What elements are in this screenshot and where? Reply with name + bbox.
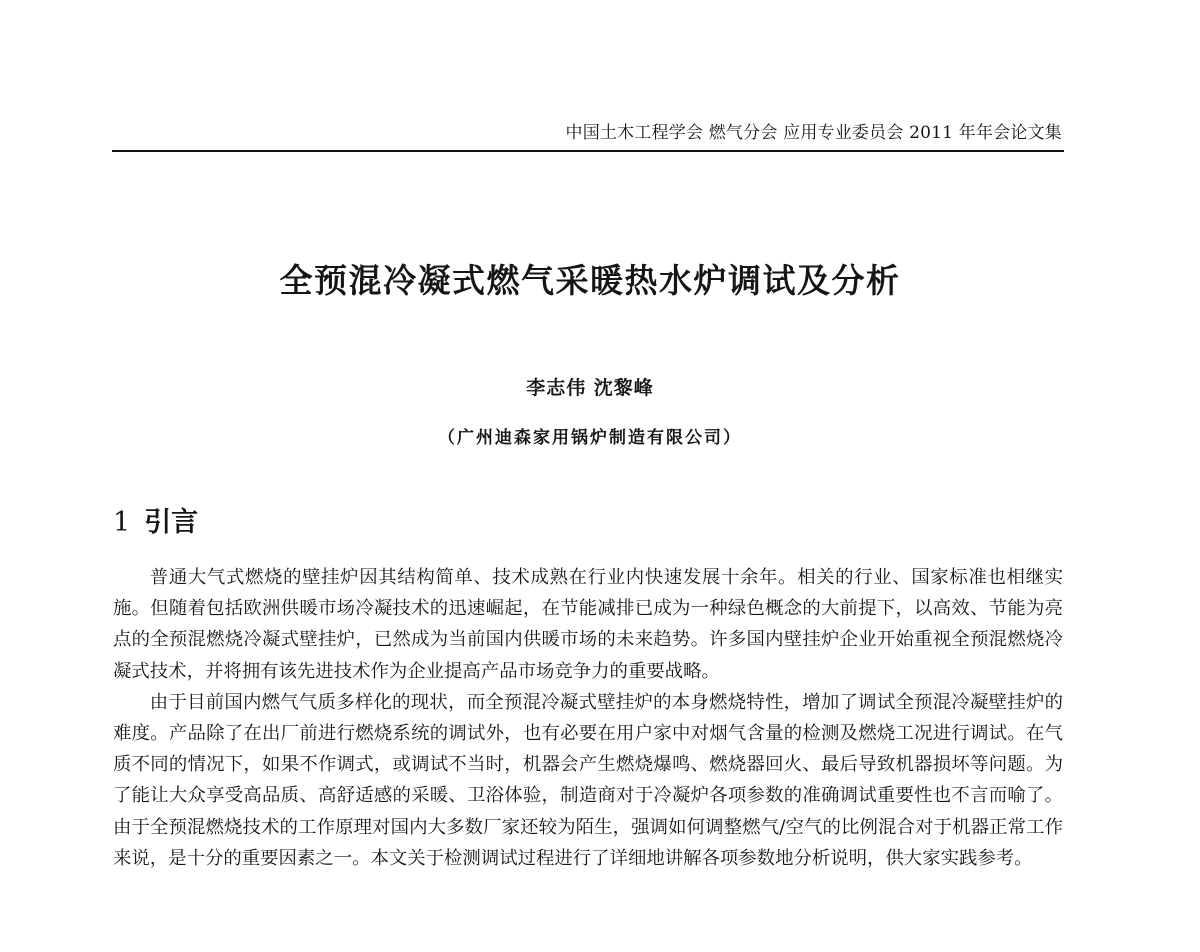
authors: 李志伟 沈黎峰 xyxy=(526,377,654,399)
paragraph-1: 普通大气式燃烧的壁挂炉因其结构简单、技术成熟在行业内快速发展十余年。相关的行业、国家标准也相继实施。但随着包括欧洲供暖市场冷凝技术的迅速崛起，在节能减排已成为一种绿色概念的大前提下，以高效、节能为亮点的全预混燃烧冷凝式壁挂炉，已然成为当前国内供暖市场的未来趋势。许多国内壁挂炉企业开始重视全预混燃烧冷凝式技术，并将拥有该先进技术作为企业提高产品市场竞争力的重要战略。 xyxy=(113,567,1063,682)
header-rule xyxy=(112,150,1064,152)
body-text xyxy=(113,562,1063,874)
section-title: 引言 xyxy=(144,507,199,538)
section-number: 1 xyxy=(113,507,131,538)
affiliation: （广州迪森家用锅炉制造有限公司） xyxy=(438,428,742,448)
section-heading xyxy=(113,503,198,543)
running-header: 中国土木工程学会 燃气分会 应用专业委员会 2011 年年会论文集 xyxy=(565,123,1062,143)
paper-title: 全预混冷凝式燃气采暖热水炉调试及分析 xyxy=(279,261,901,300)
paragraph-2: 由于目前国内燃气气质多样化的现状，而全预混冷凝式壁挂炉的本身燃烧特性，增加了调试全预混冷凝壁挂炉的难度。产品除了在出厂前进行燃烧系统的调试外，也有必要在用户家中对烟气含量的检测及燃烧工况进行调试。在气质不同的情况下，如果不作调式，或调试不当时，机器会产生燃烧爆鸣、燃烧器回火、最后导致机器损坏等问题。为了能让大众享受高品质、高舒适感的采暖、卫浴体验，制造商对于冷凝炉各项参数的准确调试重要性也不言而喻了。由于全预混燃烧技术的工作原理对国内大多数厂家还较为陌生，强调如何调整燃气/空气的比例混合对于机器正常工作来说，是十分的重要因素之一。本文关于检测调试过程进行了详细地讲解各项参数地分析说明，供大家实践参考。 xyxy=(113,691,1063,869)
